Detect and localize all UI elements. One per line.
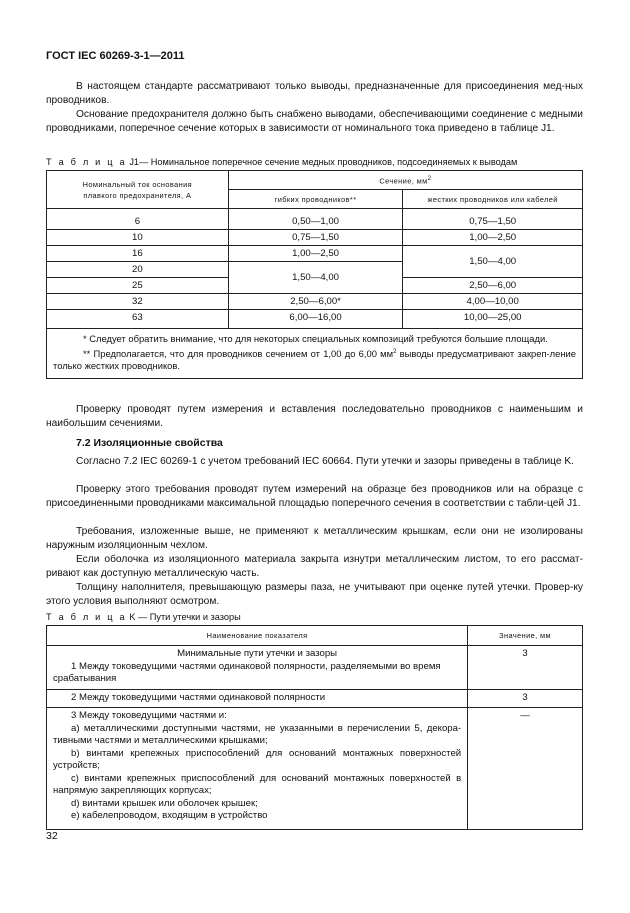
table-row	[47, 209, 583, 230]
row-3-value: —	[468, 708, 583, 830]
row-3-line: c) винтами крепежных приспособлений для оснований монтажных поверхностей в напрямую закрепляющих корпусах;	[53, 772, 462, 796]
table-j1-footnotes	[47, 329, 583, 379]
intro-paragraph-1: В настоящем стандарте рассматривают только выводы, предназначенные для присоединения мед-ных проводников.	[46, 81, 583, 106]
cell-rigid: 4,00—10,00	[403, 294, 583, 310]
section-heading: 7.2 Изоляционные свойства	[76, 437, 223, 449]
cell-rigid: 1,00—2,50	[403, 230, 583, 246]
paragraph-7-2-2: Проверку этого требования проводят путем измерений на образце без проводников или на образце с присоединенными проводниками максимальной площадью поперечного сечения в соответствии с табли-цей J1.	[46, 484, 583, 509]
footnote-2-part-a: ** Предполагается, что для проводников сечением от 1,00 до 6,00 мм	[83, 347, 394, 359]
col-header-value: Значение, мм	[468, 626, 583, 646]
table-row	[47, 230, 583, 246]
intro-paragraph-2: Основание предохранителя должно быть снабжено выводами, обеспечивающими соединение с медными проводниками, поперечное сечение которых в зависимости от номинального тока приведено в таблице J1.	[46, 109, 583, 134]
cell-flexible: 1,50—4,00	[228, 262, 403, 294]
cell-current: 6	[47, 209, 229, 230]
cell-current: 20	[47, 262, 229, 278]
cell-rigid: 2,50—6,00	[403, 278, 583, 294]
paragraph-7-2-5: Толщину наполнителя, превышающую размеры паза, не учитывают при оценке путей утечки. Провер-ку этого условия выполняют осмотром.	[46, 582, 583, 607]
cell-current: 25	[47, 278, 229, 294]
table-k-caption-text: K — Пути утечки и зазоры	[129, 612, 241, 622]
page-number: 32	[46, 830, 58, 842]
footnote-2-sup: 2	[393, 348, 397, 355]
footnote-1: * Следует обратить внимание, что для некоторых специальных композиций требуются большие площади.	[83, 333, 548, 344]
row-3-line: b) винтами крепежных приспособлений для оснований монтажных поверхностей устройств;	[53, 747, 462, 771]
row-3-line: a) металлическими доступными частями, не указанными в перечислении 5, декора-тивными частями и металлическими крышками;	[53, 722, 462, 746]
paragraph-7-2-3: Требования, изложенные выше, не применяют к металлическим крышкам, если они не изолированы наружным изоляционным чехлом.	[46, 526, 583, 551]
row-2-text: 2 Между токоведущими частями одинаковой полярности	[47, 689, 468, 708]
table-j1-caption-prefix: Т а б л и ц а	[46, 157, 127, 167]
footnote-2-part-b: выводы предусматривают закреп-ление только жестких проводников.	[53, 347, 576, 372]
col-header-rigid: жестких проводников или кабелей	[403, 190, 583, 209]
cell-flexible: 6,00—16,00	[228, 310, 403, 329]
col-header-flexible: гибких проводников**	[228, 190, 403, 209]
table-k-caption	[46, 610, 241, 624]
table-j1-caption-text: J1— Номинальное поперечное сечение медных проводников, подсоединяемых к выводам	[129, 157, 518, 167]
row-3-line: e) кабелепроводом, входящим в устройство	[71, 810, 268, 821]
cell-rigid: 1,50—4,00	[403, 246, 583, 278]
cell-current: 32	[47, 294, 229, 310]
row-2-value: 3	[468, 689, 583, 708]
row-1-cell	[47, 646, 468, 690]
cell-current: 10	[47, 230, 229, 246]
row-1-text: 1 Между токоведущими частями одинаковой полярности, разделяемыми во время срабатывания	[53, 660, 441, 684]
paragraph-7-2-1: Согласно 7.2 IEC 60269-1 с учетом требований IEC 60664. Пути утечки и зазоры приведены в таблице K.	[76, 456, 575, 467]
cell-current: 16	[47, 246, 229, 262]
document-header: ГОСТ IEC 60269-3-1—2011	[46, 50, 185, 62]
col-header-section	[228, 171, 582, 190]
cell-rigid: 0,75—1,50	[403, 209, 583, 230]
check-paragraph: Проверку проводят путем измерения и вставления последовательно проводников с наименьшим и наибольшим сечениями.	[46, 404, 583, 429]
col-header-current: Номинальный ток основания плавкого предохранителя, А	[47, 171, 229, 209]
table-k-caption-prefix: Т а б л и ц а	[46, 612, 127, 622]
col-header-name: Наименование показателя	[47, 626, 468, 646]
cell-flexible: 2,50—6,00*	[228, 294, 403, 310]
table-row	[47, 689, 583, 708]
cell-current: 63	[47, 310, 229, 329]
table-row	[47, 294, 583, 310]
table-row	[47, 246, 583, 262]
cell-rigid: 10,00—25,00	[403, 310, 583, 329]
table-row	[47, 708, 583, 830]
paragraph-7-2-4: Если оболочка из изоляционного материала закрыта изнутри металлическим листом, то его рассмат-ривают как доступную металлическую часть.	[46, 554, 583, 579]
col-header-section-sup: 2	[427, 175, 432, 182]
table-row	[47, 310, 583, 329]
row-1-value: 3	[468, 646, 583, 690]
table-row	[47, 646, 583, 690]
table-j1-caption	[46, 155, 517, 169]
row-1-title: Минимальные пути утечки и зазоры	[177, 648, 338, 659]
table-j1	[46, 170, 583, 379]
row-3-line: d) винтами крышек или оболочек крышек;	[71, 797, 258, 809]
footnote-2	[53, 346, 576, 373]
table-k	[46, 625, 583, 830]
col-header-section-label: Сечение, мм	[379, 176, 428, 186]
cell-flexible: 0,50—1,00	[228, 209, 403, 230]
cell-flexible: 1,00—2,50	[228, 246, 403, 262]
row-3-cell	[47, 708, 468, 830]
row-3-line: 3 Между токоведущими частями и:	[71, 710, 227, 721]
cell-flexible: 0,75—1,50	[228, 230, 403, 246]
